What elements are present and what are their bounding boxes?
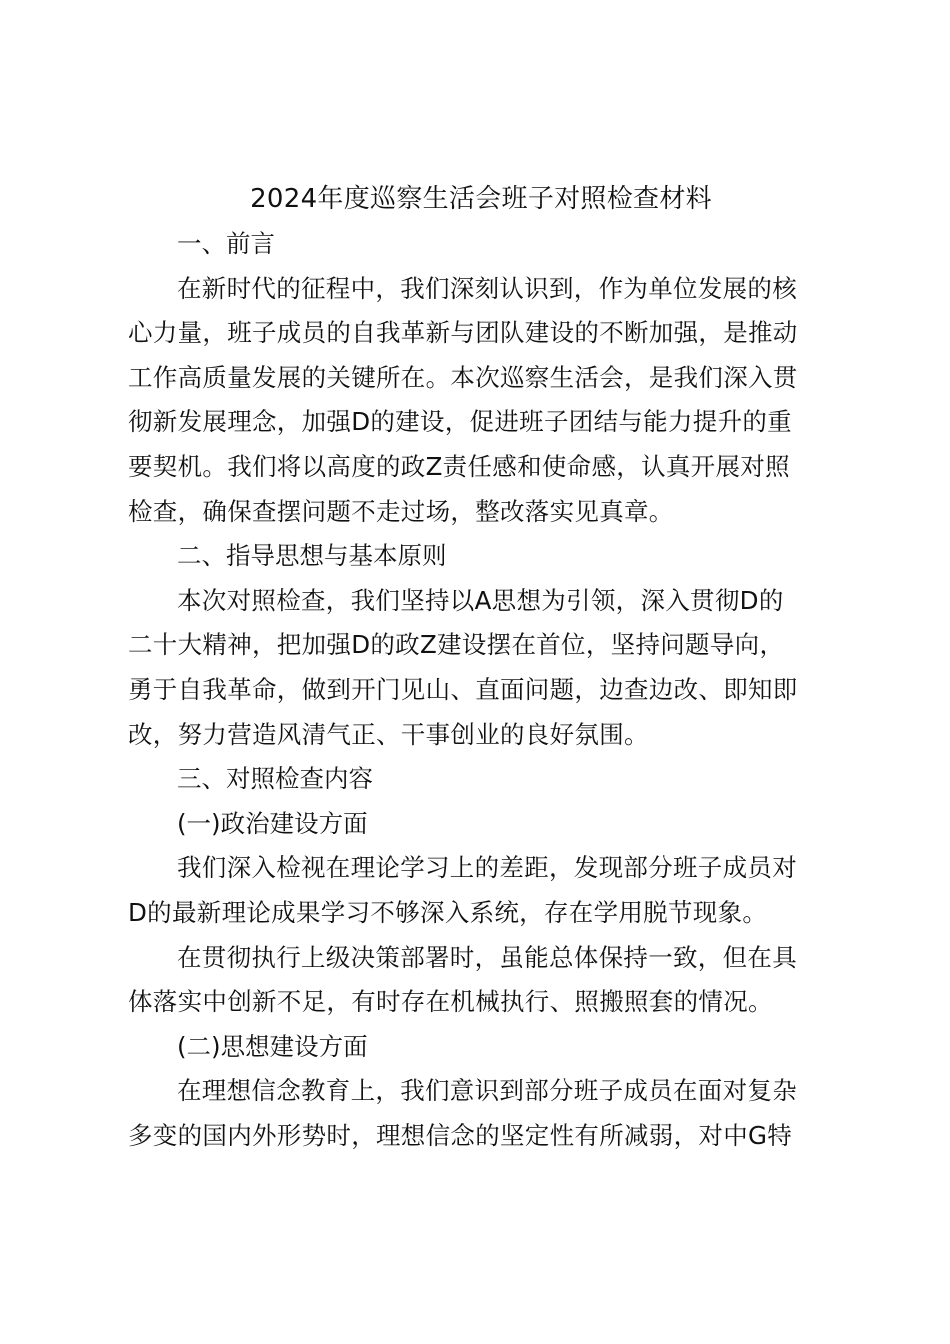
paragraph-line: 要契机。我们将以高度的政Z责任感和使命感，认真开展对照 xyxy=(128,451,790,481)
document-body xyxy=(128,176,828,1158)
paragraph-line: 在理想信念教育上，我们意识到部分班子成员在面对复杂 xyxy=(177,1076,797,1106)
paragraph-line: 检查，确保查摆问题不走过场，整改落实见真章。 xyxy=(128,496,674,526)
document-title: 2024年度巡察生活会班子对照检查材料 xyxy=(250,184,712,214)
section-heading: (一)政治建设方面 xyxy=(177,808,368,838)
paragraph xyxy=(128,936,828,1025)
paragraph-line: D的最新理论成果学习不够深入系统，存在学用脱节现象。 xyxy=(128,897,768,927)
paragraph-line: 本次对照检查，我们坚持以A思想为引领，深入贯彻D的 xyxy=(177,585,784,615)
paragraph xyxy=(128,1069,828,1158)
paragraph xyxy=(128,846,828,935)
paragraph-line: 体落实中创新不足，有时存在机械执行、照搬照套的情况。 xyxy=(128,987,773,1017)
paragraph-line: 工作高质量发展的关键所在。本次巡察生活会，是我们深入贯 xyxy=(128,362,798,392)
section-heading: 二、指导思想与基本原则 xyxy=(177,541,447,571)
paragraph xyxy=(128,267,828,535)
paragraph-line: 心力量，班子成员的自我革新与团队建设的不断加强，是推动 xyxy=(128,318,798,348)
section-heading: 三、对照检查内容 xyxy=(177,764,373,794)
document-blocks xyxy=(128,222,828,1158)
paragraph-line: 我们深入检视在理论学习上的差距，发现部分班子成员对 xyxy=(177,853,797,883)
paragraph-line: 多变的国内外形势时，理想信念的坚定性有所减弱，对中G特 xyxy=(128,1120,793,1150)
paragraph-line: 改，努力营造风清气正、干事创业的良好氛围。 xyxy=(128,719,649,749)
paragraph xyxy=(128,579,828,757)
paragraph-line: 二十大精神，把加强D的政Z建设摆在首位，坚持问题导向， xyxy=(128,630,785,660)
paragraph-line: 彻新发展理念，加强D的建设，促进班子团结与能力提升的重 xyxy=(128,407,792,437)
paragraph-line: 在新时代的征程中，我们深刻认识到，作为单位发展的核 xyxy=(177,273,797,303)
paragraph-line: 在贯彻执行上级决策部署时，虽能总体保持一致，但在具 xyxy=(177,942,797,972)
section-heading: 一、前言 xyxy=(177,229,275,258)
paragraph-line: 勇于自我革命，做到开门见山、直面问题，边查边改、即知即 xyxy=(128,674,798,704)
section-heading: (二)思想建设方面 xyxy=(177,1031,368,1061)
